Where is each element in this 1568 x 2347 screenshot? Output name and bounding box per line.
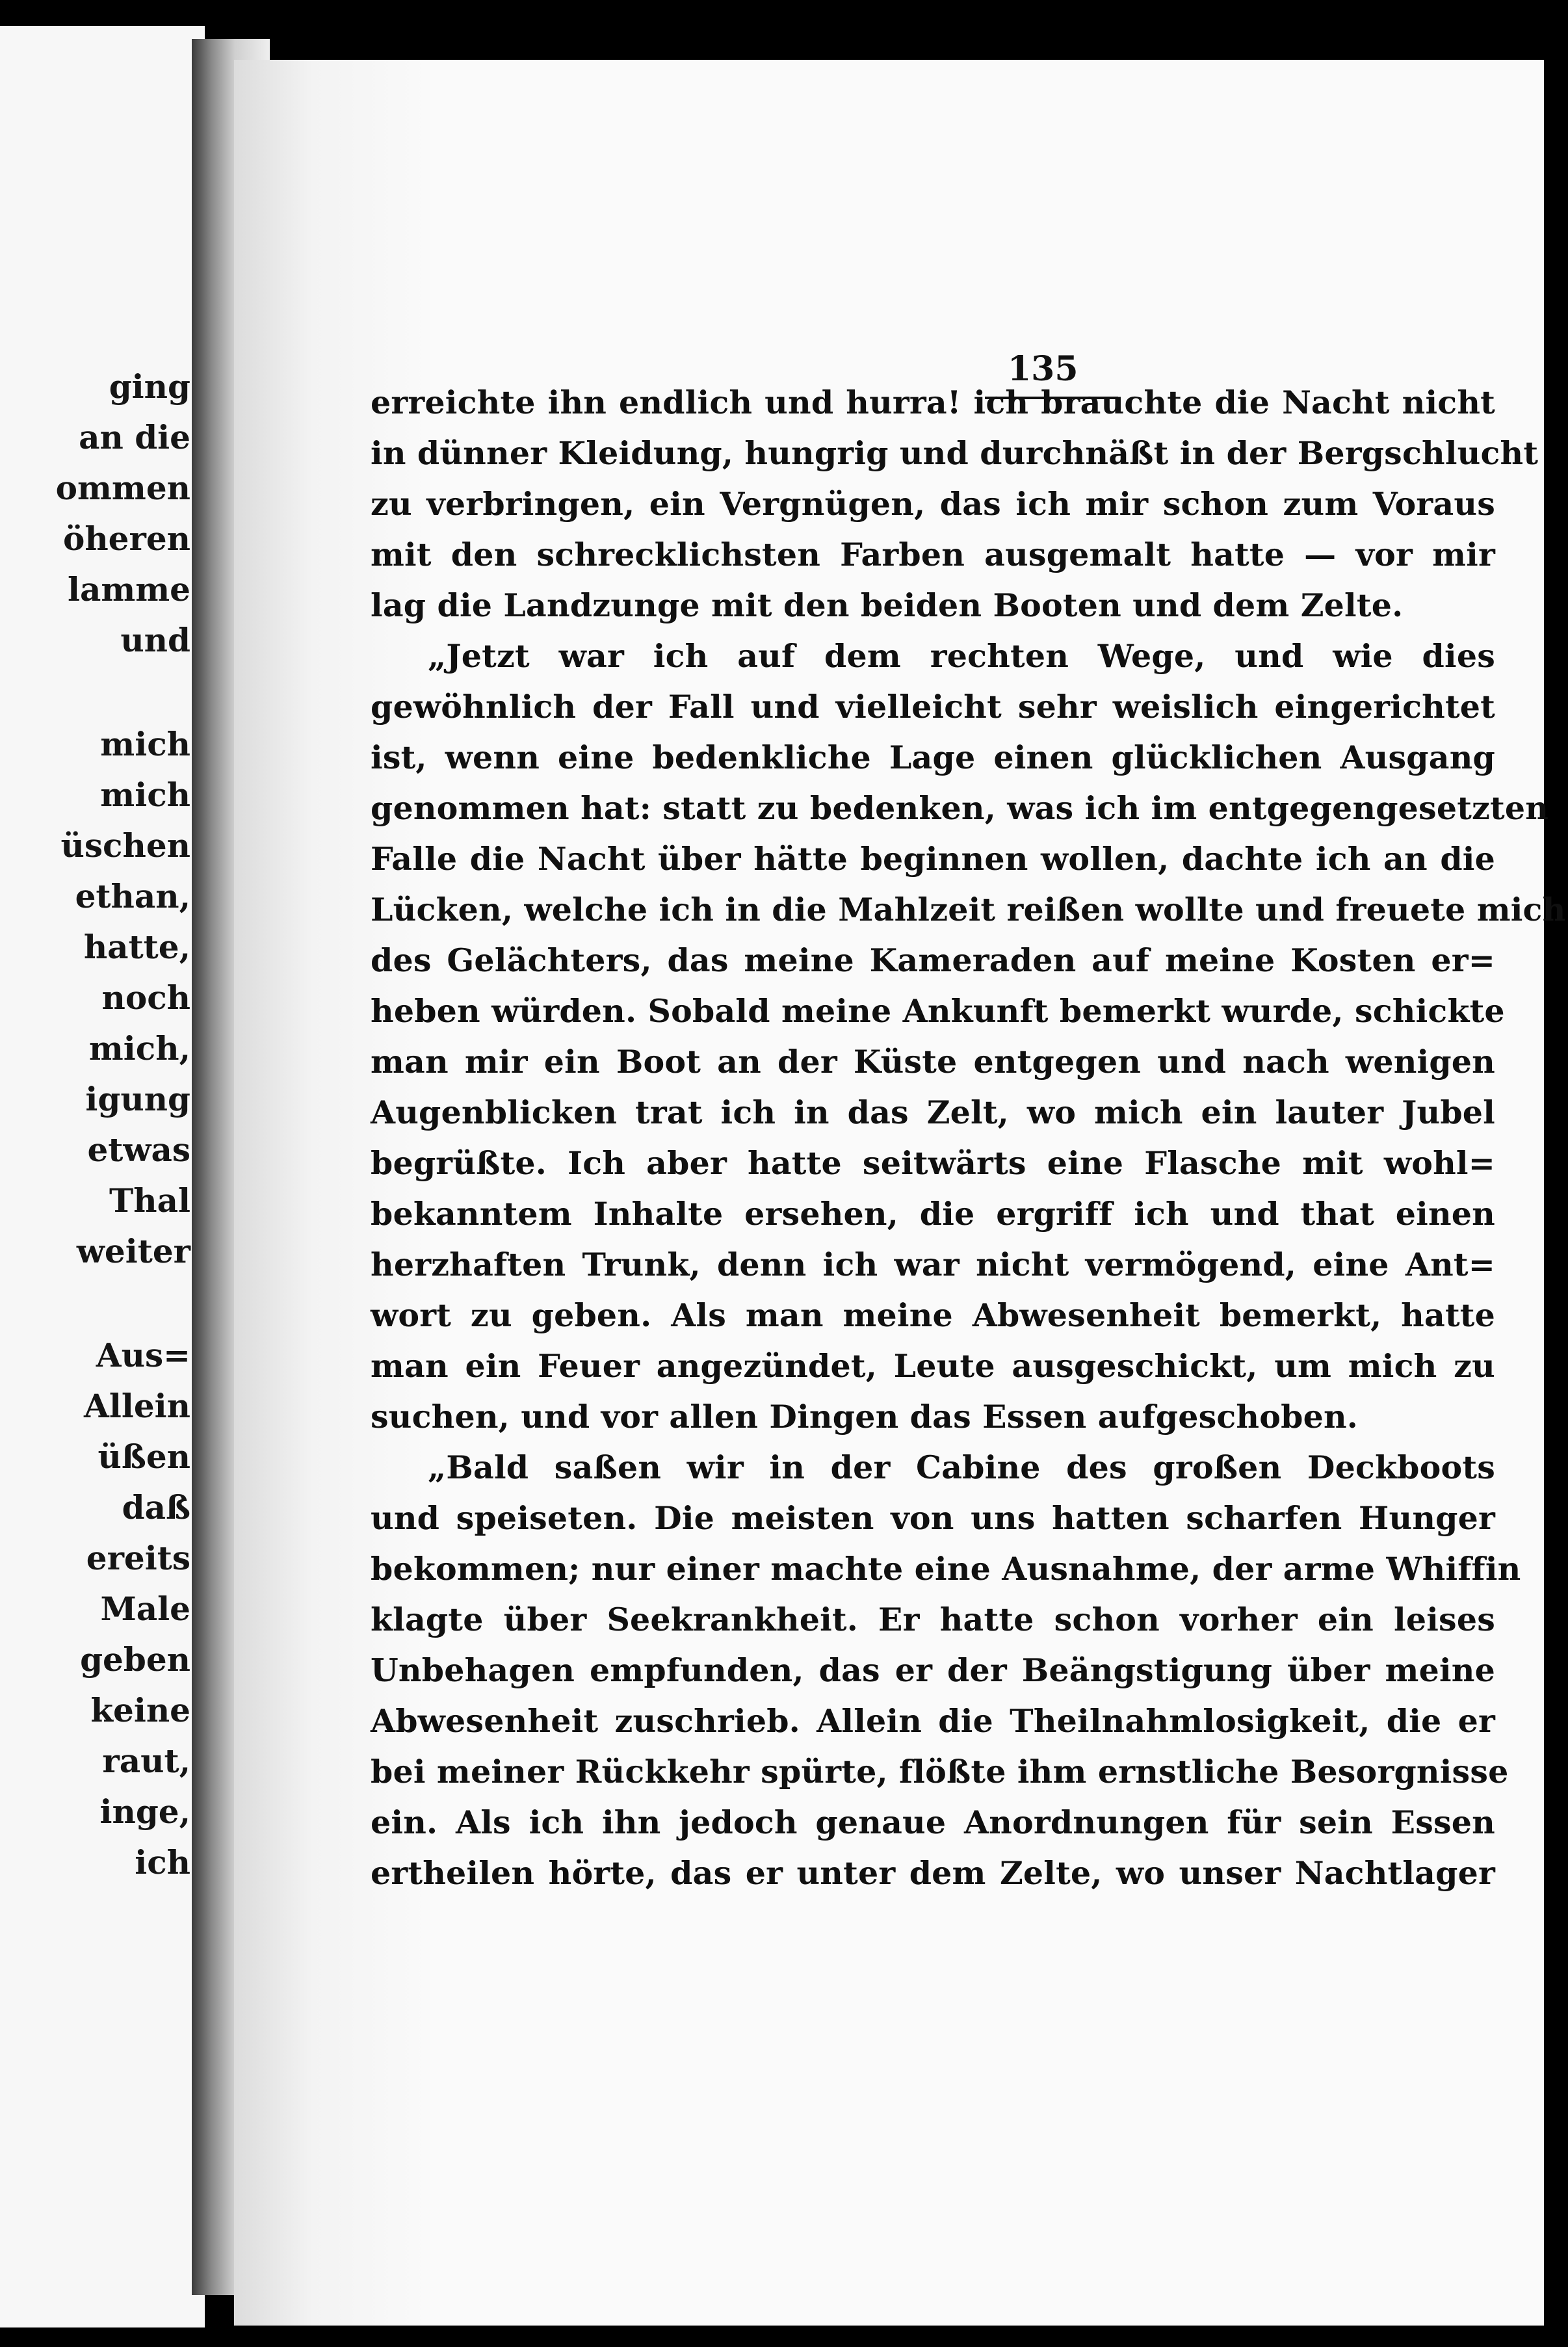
left-page-line: üschen xyxy=(60,826,190,865)
body-text-line: genommen hat: statt zu bedenken, was ich im entgegengesetzten xyxy=(371,789,1549,827)
body-text-line: erreichte ihn endlich und hurra! ich brauchte die Nacht nicht xyxy=(371,384,1495,421)
body-text-line: man ein Feuer angezündet, Leute ausgeschickt, um mich zu xyxy=(371,1347,1495,1385)
body-text-line: lag die Landzunge mit den beiden Booten und dem Zelte. xyxy=(371,586,1404,624)
left-page-line: daß xyxy=(122,1488,190,1527)
left-page-line: noch xyxy=(101,978,190,1017)
body-text-line: man mir ein Boot an der Küste entgegen und nach wenigen xyxy=(371,1043,1495,1081)
body-text-line: zu verbringen, ein Vergnügen, das ich mir schon zum Voraus xyxy=(371,485,1495,523)
left-page-line: öheren xyxy=(62,519,190,558)
body-text-line: klagte über Seekrankheit. Er hatte schon vorher ein leises xyxy=(371,1601,1495,1638)
left-page-line: mich xyxy=(100,776,190,814)
left-page-line: ging xyxy=(109,367,190,406)
body-text-line: bekanntem Inhalte ersehen, die ergriff ich und that einen xyxy=(371,1195,1495,1233)
left-page-line: igung xyxy=(85,1080,190,1118)
left-page-line: Aus= xyxy=(96,1336,190,1374)
left-page-line: hatte, xyxy=(83,928,190,966)
left-page-line: mich xyxy=(100,725,190,763)
left-page-line: keine xyxy=(90,1691,190,1729)
body-text-line: Falle die Nacht über hätte beginnen wollen, dachte ich an die xyxy=(371,840,1495,878)
body-text-line: heben würden. Sobald meine Ankunft bemerkt wurde, schickte xyxy=(371,992,1505,1030)
body-text-line: ertheilen hörte, das er unter dem Zelte, wo unser Nachtlager xyxy=(371,1854,1495,1892)
left-page-line: ereits xyxy=(86,1539,190,1577)
body-text-line: und speiseten. Die meisten von uns hatten scharfen Hunger xyxy=(371,1499,1495,1537)
left-page-line: etwas xyxy=(87,1131,190,1169)
left-page-line: Allein xyxy=(84,1387,190,1425)
left-page-line: weiter xyxy=(76,1232,190,1270)
left-page-line: lamme xyxy=(67,570,190,609)
left-page-line: und xyxy=(120,621,190,659)
left-page-line: inge, xyxy=(99,1792,190,1831)
page-number: 135 xyxy=(1008,349,1078,389)
body-text-line: herzhaften Trunk, denn ich war nicht vermögend, eine Ant= xyxy=(371,1246,1495,1283)
body-text-line: Unbehagen empfunden, das er der Beängstigung über meine xyxy=(371,1651,1495,1689)
body-text-line: suchen, und vor allen Dingen das Essen aufgeschoben. xyxy=(371,1398,1359,1436)
body-text-line: in dünner Kleidung, hungrig und durchnäßt in der Bergschlucht xyxy=(371,434,1539,472)
left-page-line: Male xyxy=(100,1590,190,1628)
left-page-line: ommen xyxy=(55,469,190,507)
right-page xyxy=(234,60,1566,2326)
left-page-line: an die xyxy=(79,418,190,456)
body-text-line: wort zu geben. Als man meine Abwesenheit bemerkt, hatte xyxy=(371,1296,1495,1334)
left-page-line: mich, xyxy=(88,1029,190,1068)
left-page-line: üßen xyxy=(98,1437,190,1476)
left-page-line: ich xyxy=(135,1843,190,1882)
body-text-line: bekommen; nur einer machte eine Ausnahme, der arme Whiffin xyxy=(371,1550,1521,1588)
left-page-line: Thal xyxy=(109,1181,190,1220)
left-page-edge xyxy=(0,26,205,2327)
body-text-line: „Jetzt war ich auf dem rechten Wege, und wie dies xyxy=(428,637,1495,675)
body-text-line: bei meiner Rückkehr spürte, flößte ihm ernstliche Besorgnisse xyxy=(371,1753,1509,1790)
body-text-line: des Gelächters, das meine Kameraden auf meine Kosten er= xyxy=(371,941,1495,979)
body-text-line: ist, wenn eine bedenkliche Lage einen glücklichen Ausgang xyxy=(371,739,1495,776)
body-text-line: „Bald saßen wir in der Cabine des großen Deckboots xyxy=(428,1449,1495,1486)
left-page-line: geben xyxy=(80,1640,190,1679)
body-text-line: Lücken, welche ich in die Mahlzeit reißen wollte und freuete mich xyxy=(371,891,1566,928)
left-page-line: ethan, xyxy=(75,877,190,915)
body-text-line: ein. Als ich ihn jedoch genaue Anordnungen für sein Essen xyxy=(371,1803,1495,1841)
body-text-line: Augenblicken trat ich in das Zelt, wo mich ein lauter Jubel xyxy=(371,1094,1495,1131)
body-text-line: begrüßte. Ich aber hatte seitwärts eine Flasche mit wohl= xyxy=(371,1144,1495,1182)
body-text-line: mit den schrecklichsten Farben ausgemalt hatte — vor mir xyxy=(371,536,1495,573)
left-page-line: raut, xyxy=(102,1742,190,1780)
body-text-line: Abwesenheit zuschrieb. Allein die Theilnahmlosigkeit, die er xyxy=(371,1702,1495,1740)
body-text-line: gewöhnlich der Fall und vielleicht sehr weislich eingerichtet xyxy=(371,688,1495,726)
